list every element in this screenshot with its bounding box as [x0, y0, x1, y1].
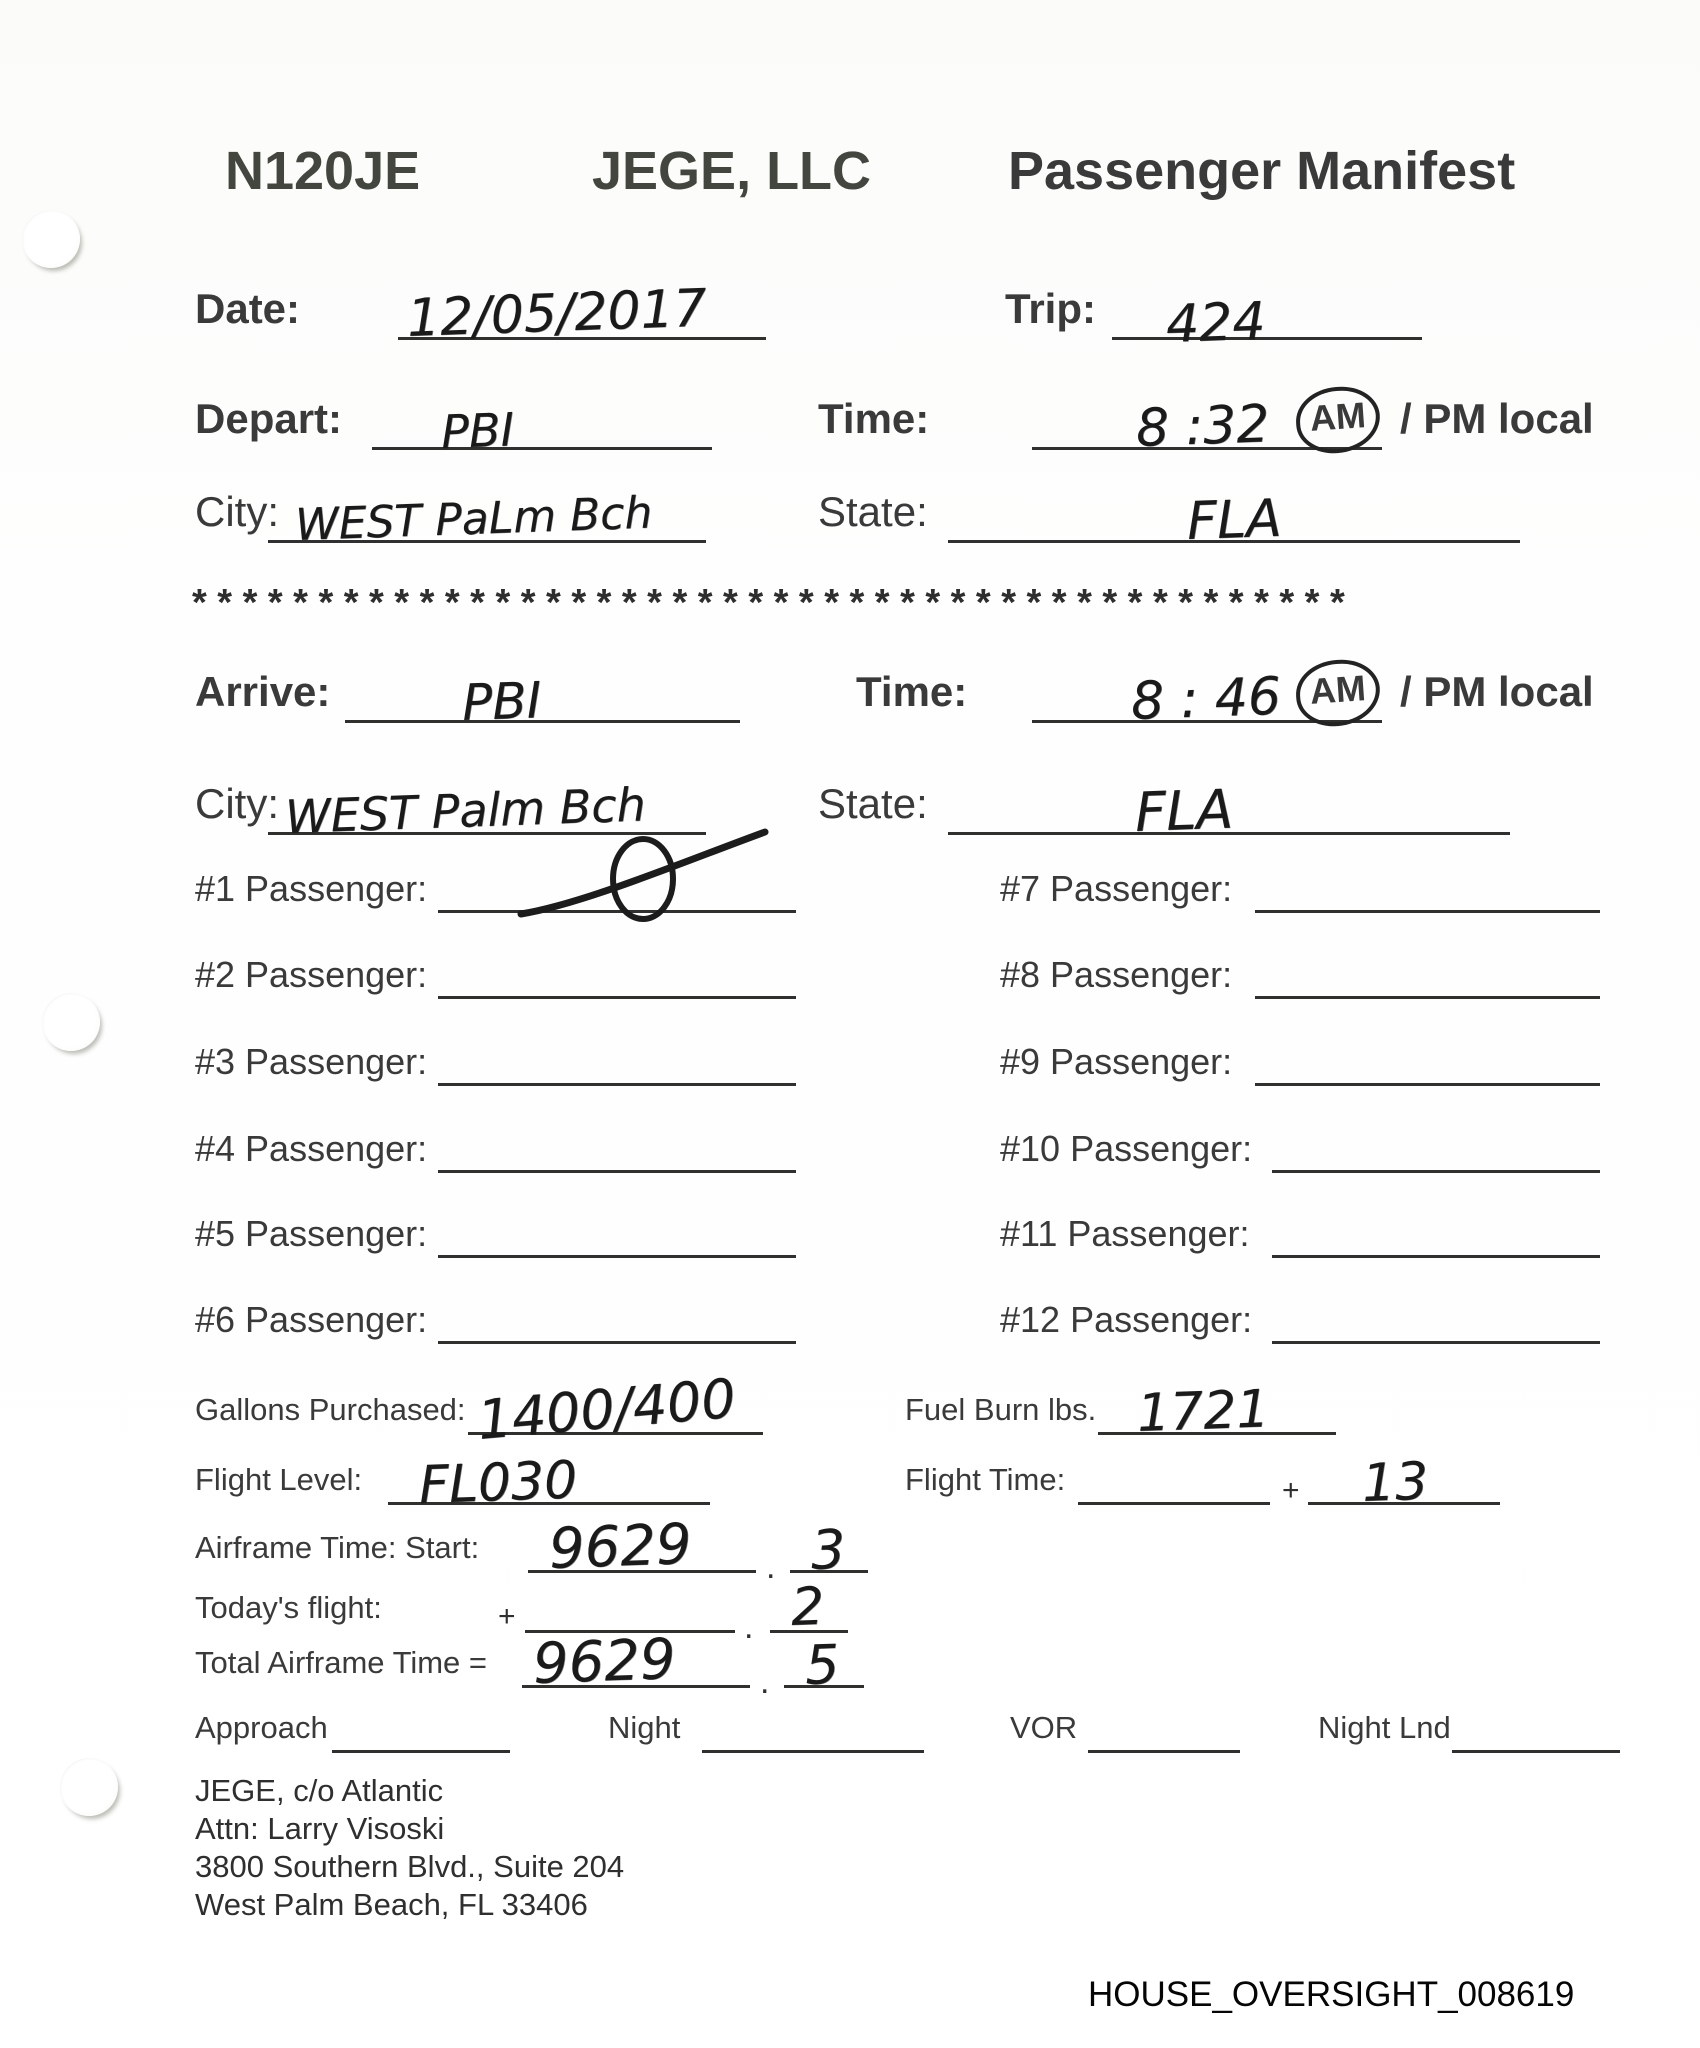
date-label: Date:	[195, 285, 301, 332]
depart-handwritten-value: PBI	[440, 402, 515, 459]
passenger-3-label: #3 Passenger:	[195, 1041, 428, 1082]
passenger-5-label: #5 Passenger:	[195, 1213, 428, 1254]
depart-field-line	[372, 402, 712, 459]
airframe-start-decimal-point: .	[766, 1548, 776, 1586]
todays-flight-label: Today's flight:	[195, 1590, 382, 1625]
todays-flight-decimal-value: 2	[790, 1576, 826, 1638]
gallons-handwritten-value: 1400/400	[474, 1366, 739, 1452]
flight-time-value-line	[1308, 1451, 1500, 1514]
arrive-label: Arrive:	[195, 668, 331, 715]
arrive-handwritten-value: PBI	[461, 671, 543, 732]
company-address-block	[195, 1772, 624, 1924]
trip-handwritten-value: 424	[1165, 291, 1267, 355]
vor-field-line	[1088, 1750, 1240, 1753]
night-label: Night	[608, 1710, 681, 1745]
gallons-purchased-label: Gallons Purchased:	[195, 1392, 466, 1427]
arrive-am-circled: AM	[1294, 657, 1382, 729]
fuel-burn-handwritten-value: 1721	[1136, 1379, 1271, 1444]
depart-label: Depart:	[195, 395, 343, 442]
arrive-city-state-row	[0, 777, 1700, 860]
total-airframe-handwritten-value: 9629	[531, 1627, 677, 1697]
flight-time-label: Flight Time:	[905, 1462, 1066, 1497]
passenger-7-field-line	[1255, 910, 1600, 913]
date-field-line	[398, 278, 766, 349]
gallons-field-line	[468, 1366, 763, 1452]
passenger-row-5	[0, 1213, 1700, 1293]
header-row	[0, 140, 1700, 220]
passenger-row-6	[0, 1299, 1700, 1379]
passenger-12-label: #12 Passenger:	[1000, 1299, 1253, 1340]
todays-flight-plus-sign: +	[498, 1600, 516, 1633]
passenger-8-field-line	[1255, 996, 1600, 999]
passenger-9-label: #9 Passenger:	[1000, 1041, 1233, 1082]
passenger-2-label: #2 Passenger:	[195, 954, 428, 995]
passenger-row-1	[0, 868, 1700, 948]
flight-time-handwritten-value: 13	[1361, 1451, 1430, 1514]
airframe-start-handwritten-value: 9629	[547, 1512, 693, 1582]
trip-label: Trip:	[1005, 285, 1096, 332]
arrive-time-row	[0, 668, 1700, 748]
airframe-start-decimal-line	[790, 1517, 868, 1582]
passenger-1-field-line	[438, 910, 796, 913]
passenger-12-field-line	[1272, 1341, 1600, 1344]
approach-label: Approach	[195, 1710, 328, 1745]
depart-city-handwritten-value: WEST PaLm Bch	[294, 487, 654, 551]
passenger-row-4	[0, 1128, 1700, 1208]
arrive-field-line	[345, 671, 740, 732]
passenger-1-label: #1 Passenger:	[195, 868, 428, 909]
passenger-10-field-line	[1272, 1170, 1600, 1173]
fuel-burn-label: Fuel Burn lbs.	[905, 1392, 1097, 1427]
passenger-row-2	[0, 954, 1700, 1034]
depart-state-label: State:	[818, 488, 928, 535]
airframe-start-field-line	[528, 1512, 756, 1582]
total-airframe-decimal-point: .	[760, 1663, 770, 1701]
night-field-line	[702, 1750, 924, 1753]
flight-level-label: Flight Level:	[195, 1462, 363, 1497]
passenger-10-label: #10 Passenger:	[1000, 1128, 1253, 1169]
flight-time-plus-sign: +	[1282, 1474, 1300, 1507]
arrive-state-field-line	[948, 777, 1510, 844]
passenger-11-label: #11 Passenger:	[1000, 1213, 1250, 1254]
todays-flight-decimal-point: .	[744, 1608, 754, 1646]
passenger-4-field-line	[438, 1170, 796, 1173]
arrive-time-handwritten-value: 8 : 46	[1130, 666, 1282, 732]
gallons-fuelburn-row	[0, 1366, 1700, 1472]
arrive-city-label: City:	[195, 780, 279, 827]
passenger-8-label: #8 Passenger:	[1000, 954, 1233, 995]
flight-time-field-line	[1078, 1502, 1270, 1505]
passenger-9-field-line	[1255, 1083, 1600, 1086]
passenger-6-field-line	[438, 1341, 796, 1344]
night-lnd-field-line	[1452, 1750, 1620, 1753]
approach-field-line	[332, 1750, 510, 1753]
depart-pm-local-label: / PM local	[1400, 395, 1594, 442]
total-airframe-decimal-value: 5	[803, 1632, 841, 1697]
total-airframe-label: Total Airframe Time =	[195, 1645, 488, 1680]
address-line-3: 3800 Southern Blvd., Suite 204	[195, 1849, 625, 1884]
depart-time-handwritten-value: 8 :32	[1135, 394, 1271, 459]
trip-field-line	[1112, 291, 1422, 355]
flight-level-field-line	[388, 1450, 710, 1516]
total-airframe-decimal-line	[784, 1632, 864, 1697]
night-lnd-label: Night Lnd	[1318, 1710, 1451, 1745]
address-line-4: West Palm Beach, FL 33406	[195, 1887, 588, 1922]
depart-state-field-line	[948, 488, 1520, 552]
arrive-state-handwritten-value: FLA	[1133, 777, 1235, 844]
flight-level-handwritten-value: FL030	[418, 1450, 579, 1516]
passenger-5-field-line	[438, 1255, 796, 1258]
passenger-7-label: #7 Passenger:	[1000, 868, 1233, 909]
passenger-11-field-line	[1272, 1255, 1600, 1258]
address-line-1: JEGE, c/o Atlantic	[195, 1773, 444, 1808]
arrive-state-label: State:	[818, 780, 928, 827]
passenger-row-3	[0, 1041, 1700, 1121]
depart-city-state-row	[0, 488, 1700, 568]
depart-time-label: Time:	[818, 395, 930, 442]
passenger-4-label: #4 Passenger:	[195, 1128, 428, 1169]
depart-city-field-line	[268, 487, 706, 551]
arrive-pm-local-label: / PM local	[1400, 668, 1594, 715]
page-title: Passenger Manifest	[1008, 141, 1516, 201]
vor-label: VOR	[1010, 1710, 1078, 1745]
depart-state-handwritten-value: FLA	[1186, 488, 1283, 552]
date-handwritten-value: 12/05/2017	[406, 278, 708, 349]
document-id-stamp: HOUSE_OVERSIGHT_008619	[1088, 1975, 1575, 2014]
passenger-6-label: #6 Passenger:	[195, 1299, 428, 1340]
passenger-2-field-line	[438, 996, 796, 999]
depart-am-circled: AM	[1294, 384, 1382, 456]
airframe-start-decimal-value: 3	[809, 1517, 847, 1582]
crossed-zero-mark	[493, 824, 793, 924]
airframe-start-label: Airframe Time: Start:	[195, 1530, 480, 1565]
fuel-burn-field-line	[1098, 1379, 1336, 1444]
depart-time-row	[0, 395, 1700, 475]
address-line-2: Attn: Larry Visoski	[195, 1811, 445, 1846]
arrive-city-handwritten-value: WEST Palm Bch	[284, 777, 647, 844]
tail-number: N120JE	[225, 141, 421, 201]
passenger-3-field-line	[438, 1083, 796, 1086]
arrive-time-label: Time:	[856, 668, 968, 715]
company-name: JEGE, LLC	[592, 141, 872, 201]
total-airframe-field-line	[522, 1627, 750, 1697]
asterisk-separator: **********************************************	[192, 582, 1356, 624]
date-trip-row	[0, 278, 1700, 365]
depart-city-label: City:	[195, 488, 279, 535]
